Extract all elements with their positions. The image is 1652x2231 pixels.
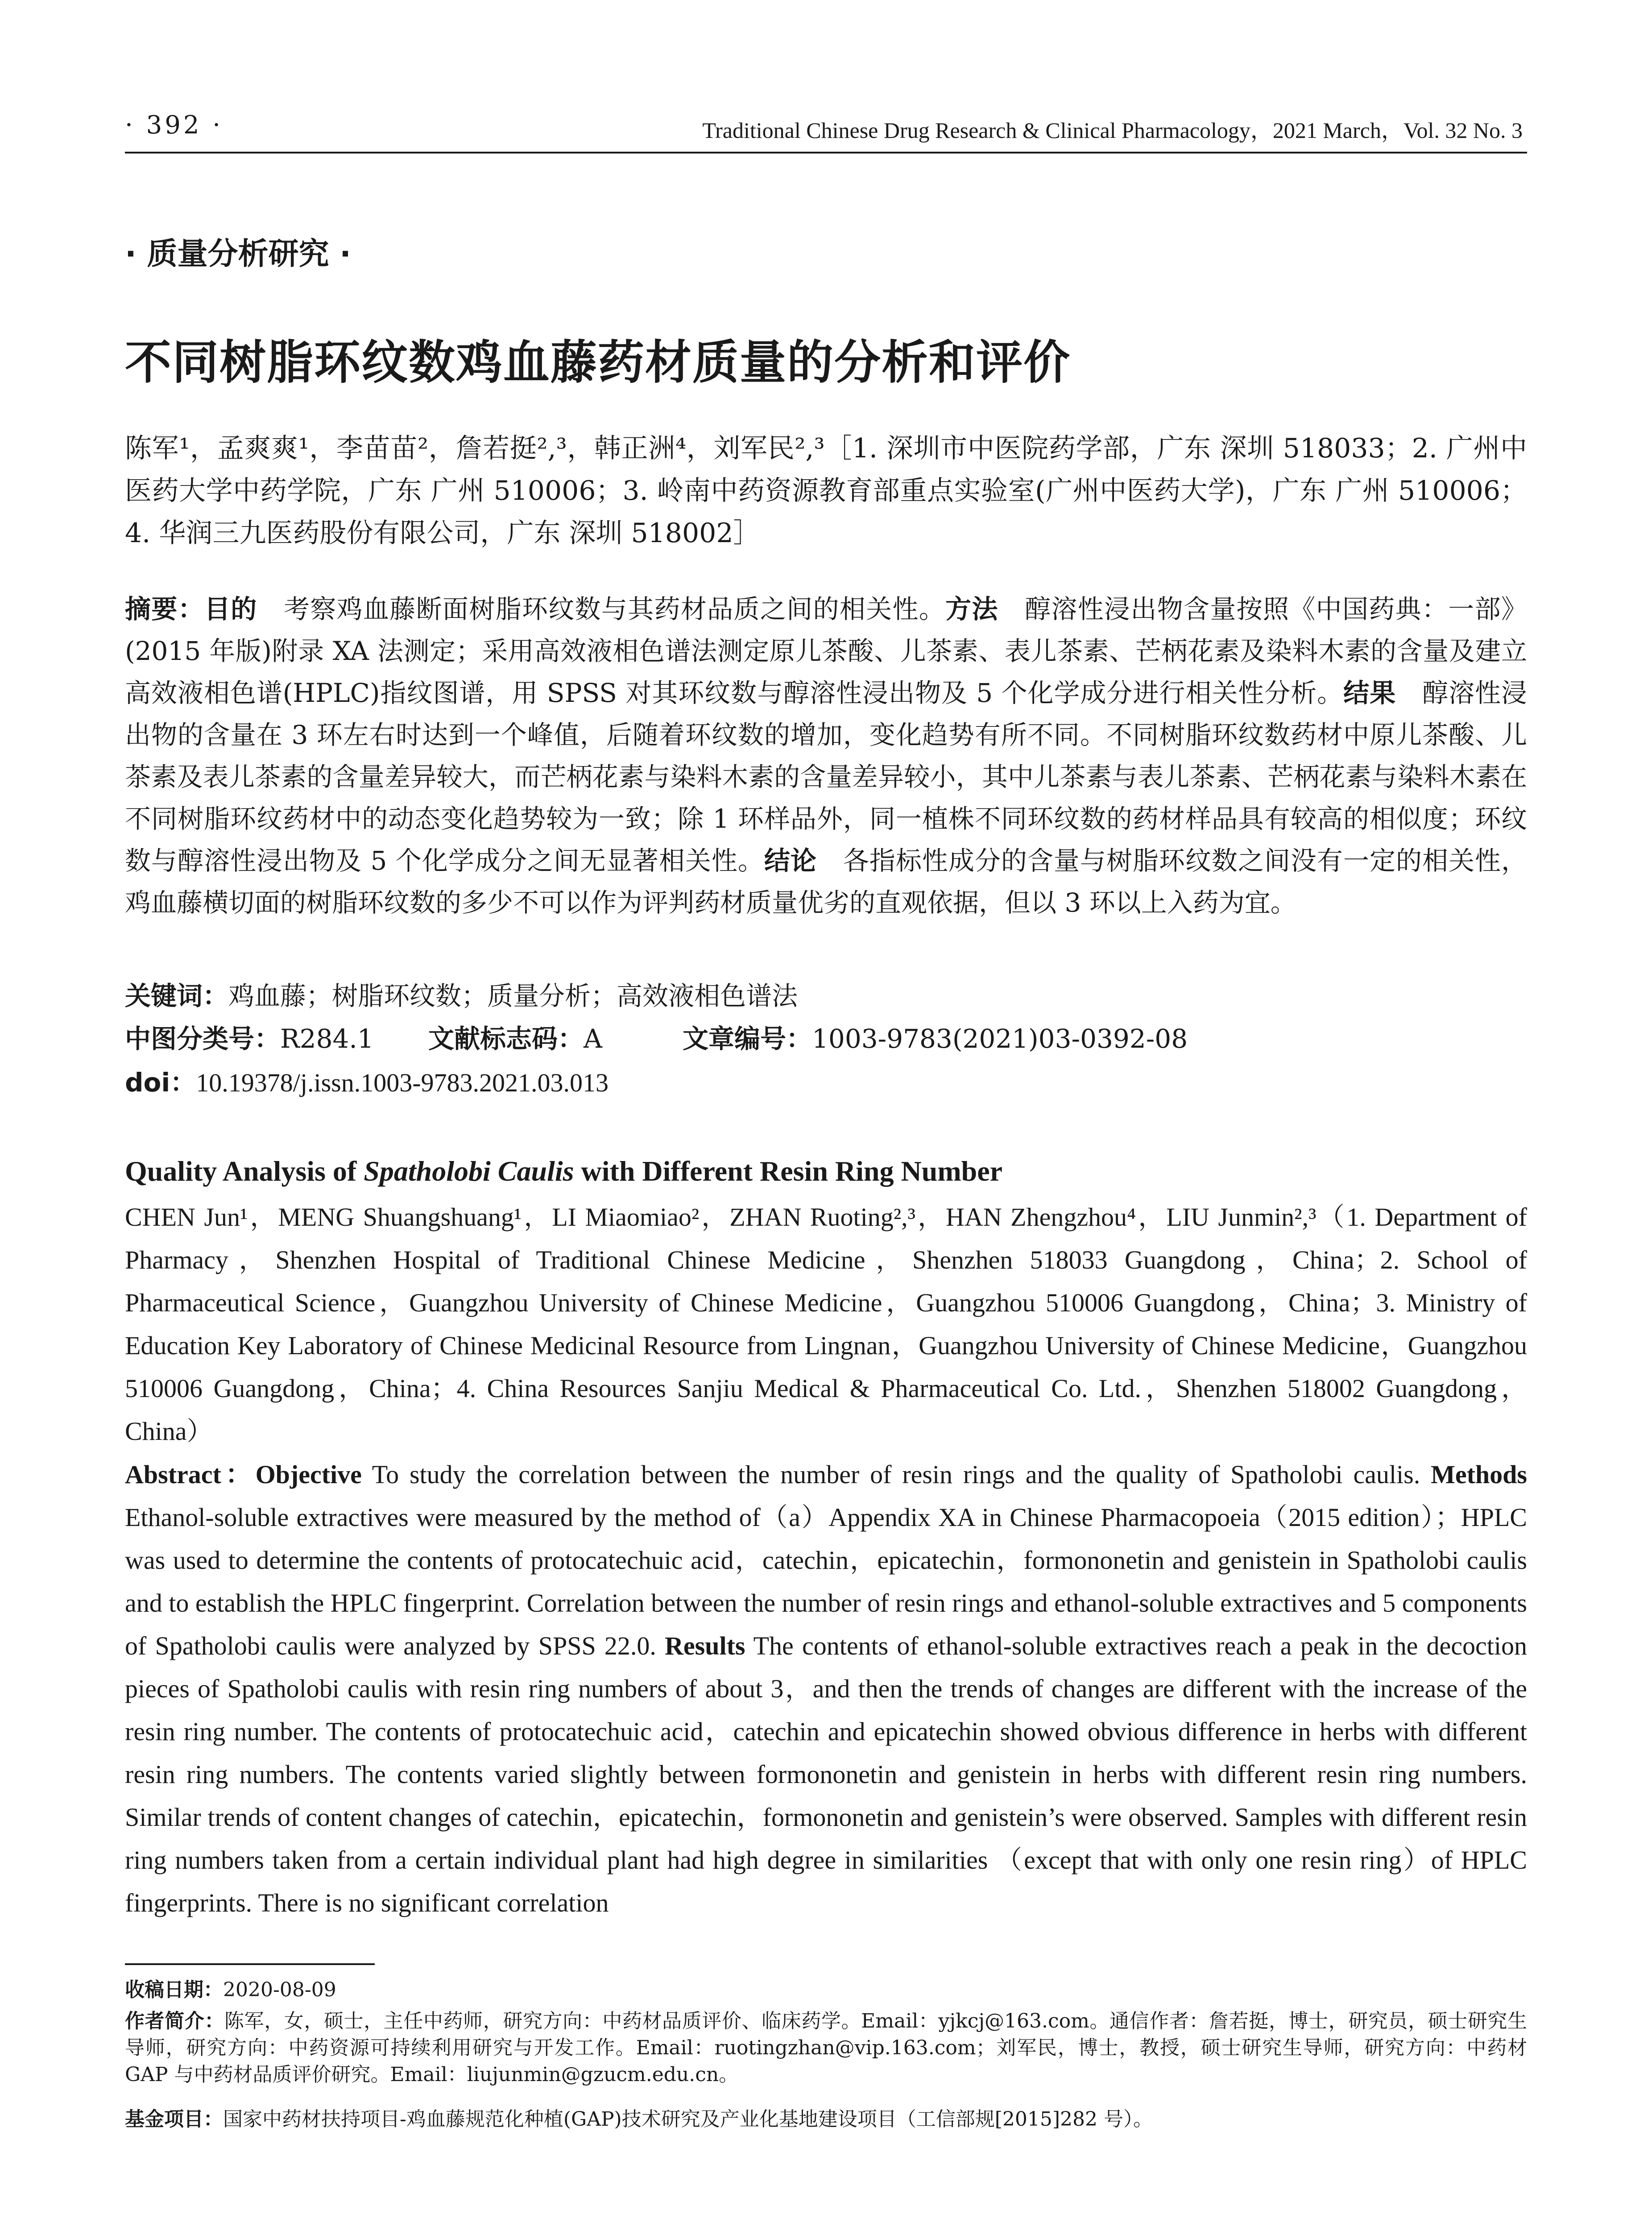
- abstract-label: 摘要：: [125, 594, 204, 624]
- received-date: 收稿日期：2020-08-09: [125, 1978, 336, 2001]
- results-en-label: Results: [665, 1631, 745, 1660]
- article-title: 不同树脂环纹数鸡血藤药材质量的分析和评价: [125, 335, 1071, 390]
- objective-en-label: Objective: [255, 1460, 362, 1489]
- page-number: · 392 ·: [125, 111, 224, 140]
- journal-header: Traditional Chinese Drug Research & Clinical Pharmacology，2021 March，Vol. 32 No. 3: [702, 118, 1523, 143]
- fund-info: 基金项目：国家中药材扶持项目-鸡血藤规范化种植(GAP)技术研究及产业化基地建设项目（工信部规[2015]282 号）。: [125, 2108, 1153, 2131]
- english-title-species: Spatholobi Caulis: [364, 1155, 574, 1187]
- methods-en-label: Methods: [1431, 1460, 1527, 1489]
- objective-text: 考察鸡血藤断面树脂环纹数与其药材品质之间的相关性。: [283, 594, 946, 624]
- methods-en-text: Ethanol-soluble extractives were measured by the method of（a）Appendix XA in Chinese Pharmacopoeia（2015 edition）；HPLC was used to determine the contents of protocatechuic acid，catechin，epicatechin，formononetin and genistein in Spatholobi caulis and to establish the HPLC fingerprint. Correlation between the number of resin rings and ethanol-soluble extractives and 5 components of Spatholobi caulis were analyzed by SPSS 22.0.: [125, 1503, 1527, 1660]
- doi-label: doi：: [125, 1067, 196, 1098]
- keywords-text: 鸡血藤；树脂环纹数；质量分析；高效液相色谱法: [228, 981, 798, 1011]
- authors-affiliations-en: CHEN Jun¹，MENG Shuangshuang¹，LI Miaomiao²，ZHAN Ruoting²,³，HAN Zhengzhou⁴，LIU Junmin²,³（1. Department of Pharmacy，Shenzhen Hospital of Traditional Chinese Medicine，Shenzhen 518033 Guangdong，China；2. School of Pharmaceutical Science，Guangzhou University of Chinese Medicine，Guangzhou 510006 Guangdong，China；3. Ministry of Education Key Laboratory of Chinese Medicinal Resource from Lingnan，Guangzhou University of Chinese Medicine，Guangzhou 510006 Guangdong，China；4. China Resources Sanjiu Medical & Pharmaceutical Co. Ltd.，Shenzhen 518002 Guangdong，China）: [125, 1203, 1527, 1446]
- article-number-value: 1003-9783(2021)03-0392-08: [812, 1024, 1188, 1054]
- methods-text: 醇溶性浸出物含量按照《中国药典：一部》(2015 年版)附录 XA 法测定；采用高效液相色谱法测定原儿茶酸、儿茶素、表儿茶素、芒柄花素及染料木素的含量及建立高效液相色谱(HPLC)指纹图谱，用 SPSS 对其环纹数与醇溶性浸出物及 5 个化学成分进行相关性分析。: [125, 594, 1527, 708]
- footnote-rule: [125, 1963, 375, 1965]
- conclusion-text: 各指标性成分的含量与树脂环纹数之间没有一定的相关性，鸡血藤横切面的树脂环纹数的多少不可以作为评判药材质量优劣的直观依据，但以 3 环以上入药为宜。: [125, 846, 1527, 918]
- methods-label: 方法: [945, 594, 998, 624]
- article-number-label: 文章编号：: [683, 1024, 812, 1054]
- authors-affiliations-cn: 陈军¹，孟爽爽¹，李苗苗²，詹若挺²,³，韩正洲⁴，刘军民²,³［1. 深圳市中医院药学部，广东 深圳 518033；2. 广州中医药大学中药学院，广东 广州 510006；3. 岭南中药资源教育部重点实验室(广州中医药大学)，广东 广州 510006；4. 华润三九医药股份有限公司，广东 深圳 518002］: [125, 433, 1527, 549]
- english-title: Quality Analysis of Spatholobi Caulis with Different Resin Ring Number: [125, 1155, 1003, 1187]
- keywords-label: 关键词：: [125, 981, 229, 1011]
- header-rule: [125, 152, 1527, 153]
- keywords: [125, 978, 1527, 1014]
- abstract-en-label: Abstract：: [125, 1460, 256, 1489]
- doi-line: [125, 1065, 1527, 1101]
- results-en-text: The contents of ethanol-soluble extractives reach a peak in the decoction pieces of Spatholobi caulis with resin ring numbers of about 3，and then the trends of changes are different with the increase of the resin ring number. The contents of protocatechuic acid，catechin and epicatechin showed obvious difference in herbs with different resin ring numbers. The contents varied slightly between formononetin and genistein in herbs with different resin ring numbers. Similar trends of content changes of catechin，epicatechin，formononetin and genistein’s were observed. Samples with different resin ring numbers taken from a certain individual plant had high degree in similarities （except that with only one resin ring）of HPLC fingerprints. There is no significant correlation: [125, 1631, 1527, 1917]
- abstract-cn: [125, 588, 1527, 924]
- clc-value: R284.1: [280, 1024, 374, 1054]
- abstract-en: [125, 1453, 1527, 1924]
- objective-label: 目的: [204, 594, 257, 624]
- conclusion-label: 结论: [764, 846, 817, 876]
- objective-en-text: To study the correlation between the number of resin rings and the quality of Spatholobi caulis.: [361, 1460, 1431, 1489]
- author-bio: 作者简介：陈军，女，硕士，主任中药师，研究方向：中药材品质评价、临床药学。Email：yjkcj@163.com。通信作者：詹若挺，博士，研究员，硕士研究生导师，研究方向：中药资源可持续利用研究与开发工作。Email：ruotingzhan@vip.163.com；刘军民，博士，教授，硕士研究生导师，研究方向：中药材 GAP 与中药材品质评价研究。Email：liujunmin@gzucm.edu.cn。: [125, 2010, 1527, 2086]
- results-label: 结果: [1343, 678, 1396, 708]
- doi-value: 10.19378/j.issn.1003-9783.2021.03.013: [196, 1068, 609, 1097]
- classification-line: [125, 1021, 1188, 1057]
- clc-label: 中图分类号：: [125, 1024, 281, 1054]
- section-heading: · 质量分析研究 ·: [125, 236, 352, 272]
- doc-code-value: A: [584, 1024, 602, 1054]
- results-text: 醇溶性浸出物的含量在 3 环左右时达到一个峰值，后随着环纹数的增加，变化趋势有所不同。不同树脂环纹数药材中原儿茶酸、儿茶素及表儿茶素的含量差异较大，而芒柄花素与染料木素的含量差异较小，其中儿茶素与表儿茶素、芒柄花素与染料木素在不同树脂环纹药材中的动态变化趋势较为一致；除 1 环样品外，同一植株不同环纹数的药材样品具有较高的相似度；环纹数与醇溶性浸出物及 5 个化学成分之间无显著相关性。: [125, 678, 1527, 876]
- doc-code-label: 文献标志码：: [428, 1024, 584, 1054]
